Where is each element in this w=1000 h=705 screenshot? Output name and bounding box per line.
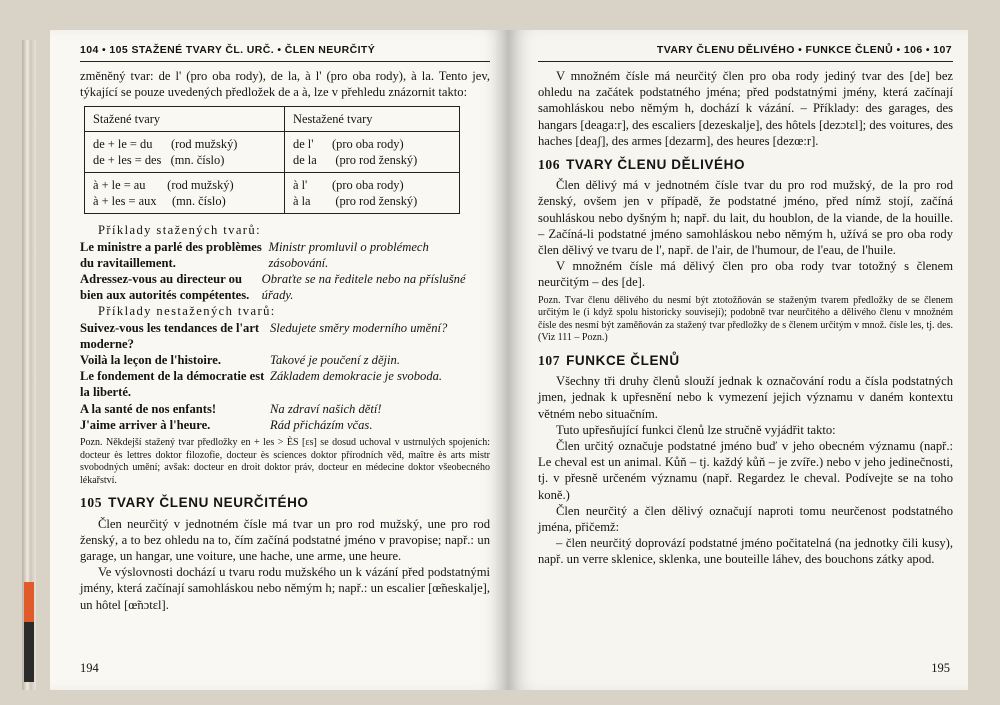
section-107-paragraph: Člen neurčitý a člen dělivý označují naproti tomu neurčenost podstatného jména, přičemž:	[538, 503, 953, 535]
example-pair	[80, 368, 490, 400]
section-106-heading	[538, 157, 953, 173]
table-cell: à + le = au (rod mužský) à + les = aux (mn. číslo)	[85, 173, 285, 214]
plural-paragraph: V množném čísle má neurčitý člen pro oba rody jediný tvar des [de] bez ohledu na začátek podstatného jména; před podstatnými jmény, která začínají samohláskou nebo němým h, dochází k vázání. – Příklady: des garages, des hangars [deaga:r], des escaliers [dezeskalje], des hôtels [dezɔtɛl]; des voitures, des haches [deaʃ], des armes [dezarm], des heures [dezœ:r].	[538, 69, 953, 148]
table-cell: de + le = du (rod mužský) de + les = des (mn. číslo)	[85, 132, 285, 173]
left-page-number: 194	[80, 661, 99, 675]
example-pair	[80, 417, 490, 433]
table-header-uncontracted: Nestažené tvary	[285, 107, 460, 132]
table-cell: de l' (pro oba rody) de la (pro rod ženský)	[285, 132, 460, 173]
right-page-number: 195	[931, 661, 950, 675]
section-number: 107	[538, 353, 561, 369]
section-106-paragraph: V množném čísle má dělivý člen pro oba rody tvar totožný s členem neurčitým – des [de].	[538, 259, 953, 290]
left-running-header: 104 • 105 STAŽENÉ TVARY ČL. URČ. • ČLEN NEURČITÝ	[80, 44, 376, 56]
examples-uncontracted-label: Příklady nestažených tvarů:	[98, 304, 276, 319]
right-page	[508, 30, 968, 690]
section-105-paragraph: Člen neurčitý v jednotném čísle má tvar un pro rod mužský, une pro rod ženský, a to bez ohledu na to, čím začíná podstatné jméno v pravopise; např.: un garage, un hangar, une voiture, une hache, une arme, une heure.	[80, 516, 490, 564]
example-czech: Ministr promluvil o problémech zásobování.	[268, 239, 429, 270]
section-105-heading	[80, 495, 490, 511]
table-header-contracted: Stažené tvary	[85, 107, 285, 132]
section-106-paragraph: Člen dělivý má v jednotném čísle tvar du pro rod mužský, de la pro rod ženský, ovšem jen v případě, že podstatné jméno, před nímž stojí, začíná souhláskou nebo dyšným h; např. du lait, du houblon, de la viande, de la houille. – Začíná-li podstatné jméno samohláskou nebo němým h, užívá se pro oba rody člen dělivý ve tvaru de l', např. de l'air, de l'humour, de l'eau, de l'huile.	[538, 178, 953, 258]
book-spread	[30, 22, 975, 698]
section-107-paragraph: Všechny tři druhy členů slouží jednak k označování rodu a čísla podstatných jmen, jednak k upřesnění nebo k vymezení jejich významu v daném kontextu větném nebo situačním.	[538, 374, 953, 421]
example-czech: Takové je poučení z dějin.	[270, 353, 400, 368]
example-pair	[80, 352, 490, 368]
note-paragraph: Pozn. Někdejší stažený tvar předložky en + les > ÈS [ɛs] se dosud uchoval v ustrnulých spojeních: docteur ès lettres doktor filozofie, docteur ès sciences doktor přírodních věd, maître ès arts mistr svobodných umění; avšak: docteur en droit doktor práv, docteur en médecine doktor všeobecného lékařství.	[80, 437, 490, 486]
section-105-paragraph: Ve výslovnosti dochází u tvaru rodu mužského un k vázání před podstatnými jmény, která začínají samohláskou nebo němým h; např.: un escalier [œ̃neskalje], un hôtel [œ̃nɔtɛl].	[80, 565, 490, 612]
intro-paragraph: změněný tvar: de l' (pro oba rody), de la, à l' (pro oba rody), à la. Tento jev, týkající se pouze uvedených předložek de a à, lze v přehledu znázornit takto:	[80, 69, 490, 100]
example-french: Adressez-vous au directeur ou bien aux autorités compétentes.	[80, 272, 250, 303]
example-french: J'aime arriver à l'heure.	[80, 417, 211, 432]
section-107-paragraph: Člen určitý označuje podstatné jméno buď v jeho obecném významu (např.: Le cheval est un animal. Kůň – tj. každý kůň – je zvíře.) nebo v jeho jedinečnosti, tj. v přesně určeném významu (např. Regardez le cheval. Podívejte se na toho koně.)	[538, 439, 953, 502]
right-running-header: TVARY ČLENU DĚLIVÉHO • FUNKCE ČLENŮ • 106 • 107	[656, 44, 952, 56]
example-french: Le ministre a parlé des problèmes du ravitaillement.	[80, 239, 262, 270]
section-107-paragraph: – člen neurčitý doprovází podstatné jméno počitatelná (na jednotky čili kusy), např. un verre sklenice, sklenka, une bouteille láhev, des bouchons zátky apod.	[538, 536, 953, 567]
example-czech: Obraťte se na ředitele nebo na příslušné úřady.	[261, 272, 466, 303]
example-czech: Základem demokracie je svoboda.	[270, 369, 443, 384]
section-title: TVARY ČLENU NEURČITÉHO	[108, 495, 309, 511]
table-cell: à l' (pro oba rody) à la (pro rod ženský)	[285, 173, 460, 214]
example-pair	[80, 401, 490, 417]
example-french: Le fondement de la démocratie est la liberté.	[80, 369, 265, 400]
example-pair	[80, 239, 490, 271]
book-spine-stripe	[24, 582, 34, 682]
right-header-rule	[538, 61, 953, 62]
section-107-heading	[538, 353, 953, 369]
example-french: A la santé de nos enfants!	[80, 401, 217, 416]
example-french: Suivez-vous les tendances de l'art moderne?	[80, 320, 260, 351]
example-czech: Na zdraví našich dětí!	[270, 401, 382, 416]
note-paragraph: Pozn. Tvar členu dělivého du nesmí být ztotožňován se staženým tvarem předložky de se členem určitým le (i když spolu historicky souvisejí); podobně tvar neurčitého a dělivého členu v množném čísle des nesmí být zaměňován za stažený tvar předložky de s členem určitým v množ. čísle les, tj. des. (Viz 111 – Pozn.)	[538, 294, 953, 344]
left-page	[50, 30, 508, 690]
example-french: Voilà la leçon de l'histoire.	[80, 353, 221, 368]
example-pair	[80, 271, 490, 303]
left-body	[80, 68, 490, 613]
section-title: TVARY ČLENU DĚLIVÉHO	[566, 157, 746, 173]
section-107-paragraph: Tuto upřesňující funkci členů lze stručně vyjádřit takto:	[556, 422, 836, 437]
example-czech: Rád přicházím včas.	[270, 417, 373, 432]
contraction-table	[84, 106, 460, 214]
right-body	[538, 68, 953, 568]
example-pair	[80, 320, 490, 352]
section-number: 105	[80, 495, 103, 511]
section-number: 106	[538, 157, 561, 173]
examples-contracted-label: Příklady stažených tvarů:	[98, 223, 261, 238]
left-header-rule	[80, 61, 490, 62]
example-czech: Sledujete směry moderního umění?	[270, 320, 448, 335]
section-title: FUNKCE ČLENŮ	[566, 353, 680, 369]
